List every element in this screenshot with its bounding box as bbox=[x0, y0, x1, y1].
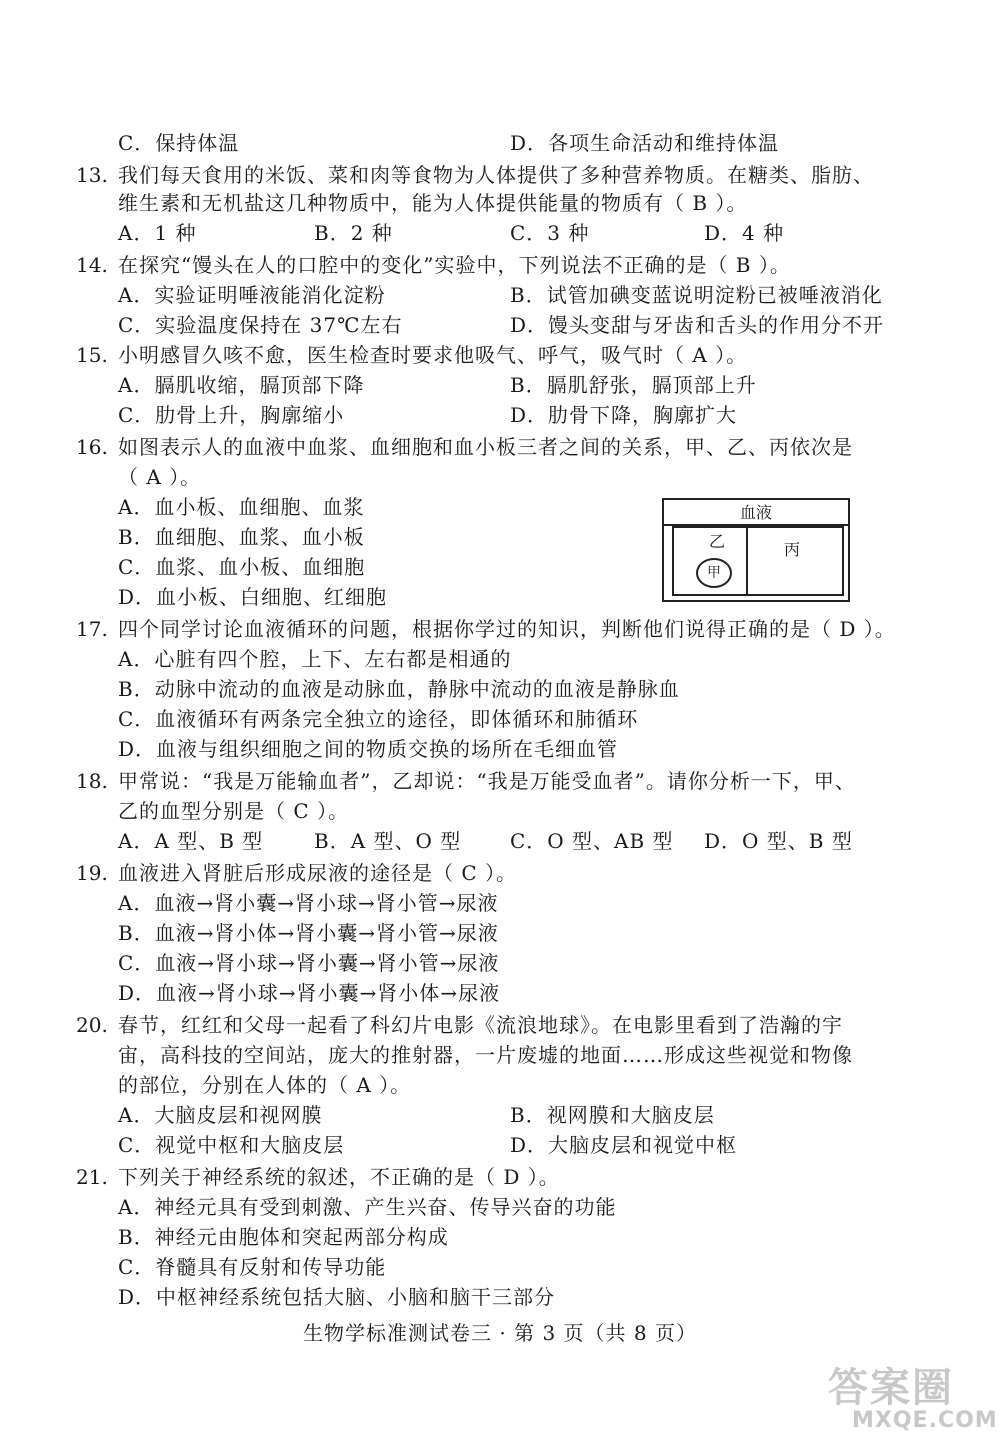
q20-option-c: C．视觉中枢和大脑皮层 bbox=[118, 1133, 345, 1157]
q16-option-a: A．血小板、血细胞、血浆 bbox=[118, 495, 365, 519]
q15-option-d: D．肋骨下降，胸廓扩大 bbox=[510, 403, 738, 427]
q16-stem-line1: 如图表示人的血液中血浆、血细胞和血小板三者之间的关系，甲、乙、丙依次是 bbox=[118, 435, 853, 459]
q19-option-c: C．血液→肾小球→肾小囊→肾小管→尿液 bbox=[118, 951, 500, 975]
q13-stem-line1: 我们每天食用的米饭、菜和肉等食物为人体提供了多种营养物质。在糖类、脂肪、 bbox=[118, 163, 874, 187]
watermark-main-text: 答案圈 bbox=[828, 1365, 954, 1411]
diagram-label-bing: 丙 bbox=[784, 540, 801, 559]
q17-option-b: B．动脉中流动的血液是动脉血，静脉中流动的血液是静脉血 bbox=[118, 677, 680, 701]
q20-option-b: B．视网膜和大脑皮层 bbox=[510, 1103, 715, 1127]
blood-composition-diagram bbox=[662, 498, 850, 602]
q16-option-c: C．血浆、血小板、血细胞 bbox=[118, 555, 366, 579]
q20-stem-line2: 宙，高科技的空间站，庞大的推射器，一片废墟的地面……形成这些视觉和物像 bbox=[118, 1043, 853, 1067]
q18-option-c: C．O 型、AB 型 bbox=[510, 829, 674, 853]
q15-option-a: A．膈肌收缩，膈顶部下降 bbox=[118, 373, 365, 397]
q18-number: 18. bbox=[76, 769, 108, 793]
q16-number: 16. bbox=[76, 435, 108, 459]
diagram-label-jia: 甲 bbox=[696, 558, 732, 588]
q17-number: 17. bbox=[76, 617, 108, 641]
q21-option-a: A．神经元具有受到刺激、产生兴奋、传导兴奋的功能 bbox=[118, 1195, 617, 1219]
q14-option-d: D．馒头变甜与牙齿和舌头的作用分不开 bbox=[510, 313, 885, 337]
q18-stem-line1: 甲常说：“我是万能输血者”，乙却说：“我是万能受血者”。请你分析一下，甲、 bbox=[118, 769, 856, 793]
q21-option-b: B．神经元由胞体和突起两部分构成 bbox=[118, 1225, 449, 1249]
q13-option-a: A．1 种 bbox=[118, 221, 197, 245]
q17-option-a: A．心脏有四个腔，上下、左右都是相通的 bbox=[118, 647, 512, 671]
q14-option-a: A．实验证明唾液能消化淀粉 bbox=[118, 283, 386, 307]
q15-number: 15. bbox=[76, 343, 108, 367]
q21-stem-line1: 下列关于神经系统的叙述，不正确的是（ D ）。 bbox=[118, 1165, 560, 1189]
q16-option-b: B．血细胞、血浆、血小板 bbox=[118, 525, 365, 549]
diagram-title: 血液 bbox=[664, 500, 848, 526]
q20-stem-line3: 的部位，分别在人体的（ A ）。 bbox=[118, 1073, 412, 1097]
q14-option-b: B．试管加碘变蓝说明淀粉已被唾液消化 bbox=[510, 283, 883, 307]
q19-stem-line1: 血液进入肾脏后形成尿液的途径是（ C ）。 bbox=[118, 861, 518, 885]
watermark-sub-text: MXQE.COM bbox=[852, 1408, 998, 1433]
q15-option-c: C．肋骨上升，胸廓缩小 bbox=[118, 403, 345, 427]
q20-stem-line1: 春节，红红和父母一起看了科幻片电影《流浪地球》。在电影里看到了浩瀚的宇 bbox=[118, 1013, 843, 1037]
q16-stem-line2: （ A ）。 bbox=[118, 465, 202, 489]
q14-option-c: C．实验温度保持在 37℃左右 bbox=[118, 313, 403, 337]
q13-option-b: B．2 种 bbox=[314, 221, 393, 245]
q17-option-d: D．血液与组织细胞之间的物质交换的场所在毛细血管 bbox=[118, 737, 619, 761]
site-watermark-logo bbox=[828, 1356, 998, 1440]
q14-stem-line1: 在探究“馒头在人的口腔中的变化”实验中，下列说法不正确的是（ B ）。 bbox=[118, 253, 791, 277]
q18-option-a: A．A 型、B 型 bbox=[118, 829, 264, 853]
q14-number: 14. bbox=[76, 253, 108, 277]
q13-option-c: C．3 种 bbox=[510, 221, 590, 245]
q21-option-d: D．中枢神经系统包括大脑、小脑和脑干三部分 bbox=[118, 1285, 556, 1309]
q13-number: 13. bbox=[76, 163, 108, 187]
q17-stem-line1: 四个同学讨论血液循环的问题，根据你学过的知识，判断他们说得正确的是（ D ）。 bbox=[118, 617, 896, 641]
q18-option-d: D．O 型、B 型 bbox=[704, 829, 853, 853]
q19-number: 19. bbox=[76, 861, 108, 885]
q13-stem-line2: 维生素和无机盐这几种物质中，能为人体提供能量的物质有（ B ）。 bbox=[118, 191, 748, 215]
q18-stem-line2: 乙的血型分别是（ C ）。 bbox=[118, 799, 350, 823]
q21-number: 21. bbox=[76, 1165, 108, 1189]
q18-option-b: B．A 型、O 型 bbox=[314, 829, 462, 853]
q13-option-d: D．4 种 bbox=[704, 221, 785, 245]
q20-number: 20. bbox=[76, 1013, 108, 1037]
q20-option-a: A．大脑皮层和视网膜 bbox=[118, 1103, 323, 1127]
q12-option-d: D．各项生命活动和维持体温 bbox=[510, 131, 780, 155]
q21-option-c: C．脊髓具有反射和传导功能 bbox=[118, 1255, 387, 1279]
page-footer: 生物学标准测试卷三 · 第 3 页（共 8 页） bbox=[303, 1321, 697, 1345]
q20-option-d: D．大脑皮层和视觉中枢 bbox=[510, 1133, 738, 1157]
q12-option-c: C．保持体温 bbox=[118, 131, 240, 155]
q19-option-a: A．血液→肾小囊→肾小球→肾小管→尿液 bbox=[118, 891, 499, 915]
diagram-label-yi: 乙 bbox=[709, 532, 726, 551]
q15-option-b: B．膈肌舒张，膈顶部上升 bbox=[510, 373, 757, 397]
q19-option-d: D．血液→肾小球→肾小囊→肾小体→尿液 bbox=[118, 981, 501, 1005]
diagram-box-bing bbox=[748, 526, 844, 596]
q15-stem-line1: 小明感冒久咳不愈，医生检查时要求他吸气、呼气，吸气时（ A ）。 bbox=[118, 343, 748, 367]
diagram-box-yi bbox=[672, 526, 748, 596]
q17-option-c: C．血液循环有两条完全独立的途径，即体循环和肺循环 bbox=[118, 707, 639, 731]
q16-option-d: D．血小板、白细胞、红细胞 bbox=[118, 585, 388, 609]
q19-option-b: B．血液→肾小体→肾小囊→肾小管→尿液 bbox=[118, 921, 499, 945]
